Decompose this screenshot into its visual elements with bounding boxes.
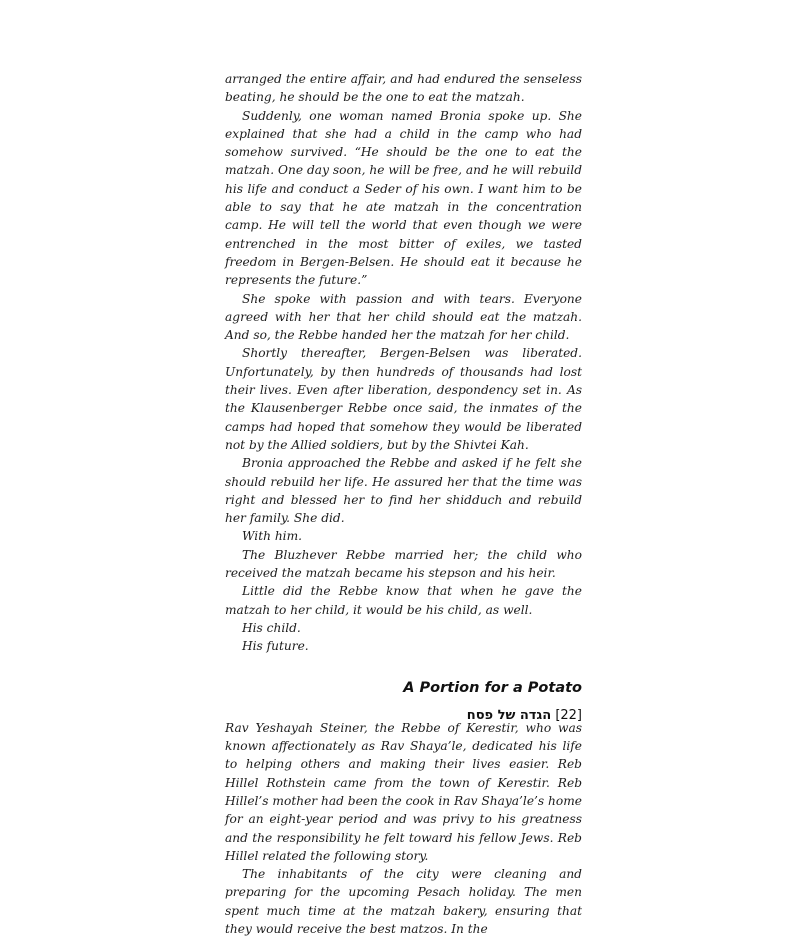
book-page xyxy=(225,70,582,938)
paragraph: Suddenly, one woman named Bronia spoke up. She explained that she had a child in the camp who had somehow survived. “He should be the one to eat the matzah. One day soon, he will be free, and he will rebuild his life and conduct a Seder of his own. I want him to be able to say that he ate matzah in the concentration camp. He will tell the world that even though we were entrenched in the most bitter of exiles, we tasted freedom in Bergen-Belsen. He should eat it because he represents the future.” xyxy=(225,108,582,288)
page-footer xyxy=(225,708,582,723)
paragraph: Bronia approached the Rebbe and asked if he felt she should rebuild her life. He assured her that the time was right and blessed her to find her shidduch and rebuild her family. She did. xyxy=(225,456,582,526)
running-head-title: הגדה של פסח xyxy=(466,708,552,723)
paragraph: Little did the Rebbe know that when he gave the matzah to her child, it would be his child, as well. xyxy=(225,584,582,617)
paragraph: The Bluzhever Rebbe married her; the child who received the matzah became his stepson and his heir. xyxy=(225,547,582,581)
paragraph: With him. xyxy=(242,529,303,544)
story-continued xyxy=(225,70,582,656)
paragraph: arranged the entire affair, and had endured the senseless beating, he should be the one to eat the matzah. xyxy=(225,72,582,105)
paragraph: The inhabitants of the city were cleaning and preparing for the upcoming Pesach holiday. The men spent much time at the matzah bakery, ensuring that they would receive the best matzos. In the xyxy=(225,867,582,937)
paragraph: Shortly thereafter, Bergen-Belsen was liberated. Unfortunately, by then hundreds of thousands had lost their lives. Even after liberation, despondency set in. As the Klausenberger Rebbe once said, the inmates of the camps had hoped that somehow they would be liberated not by the Allied soldiers, but by the Shivtei Kah. xyxy=(225,346,582,452)
paragraph: His child. xyxy=(242,620,301,635)
section-title: A Portion for a Potato xyxy=(403,679,582,696)
paragraph: She spoke with passion and with tears. Everyone agreed with her that her child should eat the matzah. And so, the Rebbe handed her the matzah for her child. xyxy=(225,291,582,343)
new-story xyxy=(225,719,582,938)
paragraph: His future. xyxy=(242,639,309,654)
paragraph: Rav Yeshayah Steiner, the Rebbe of Kerestir, who was known affectionately as Rav Shaya’le, dedicated his life to helping others and making their lives easier. Reb Hillel Rothstein came from the town of Kerestir. Reb Hillel’s mother had been the cook in Rav Shaya’le’s home for an eight-year period and was privy to his greatness and the responsibility he felt toward his fellow Jews. Reb Hillel related the following story. xyxy=(225,720,582,863)
page-number: [22] xyxy=(555,708,582,723)
